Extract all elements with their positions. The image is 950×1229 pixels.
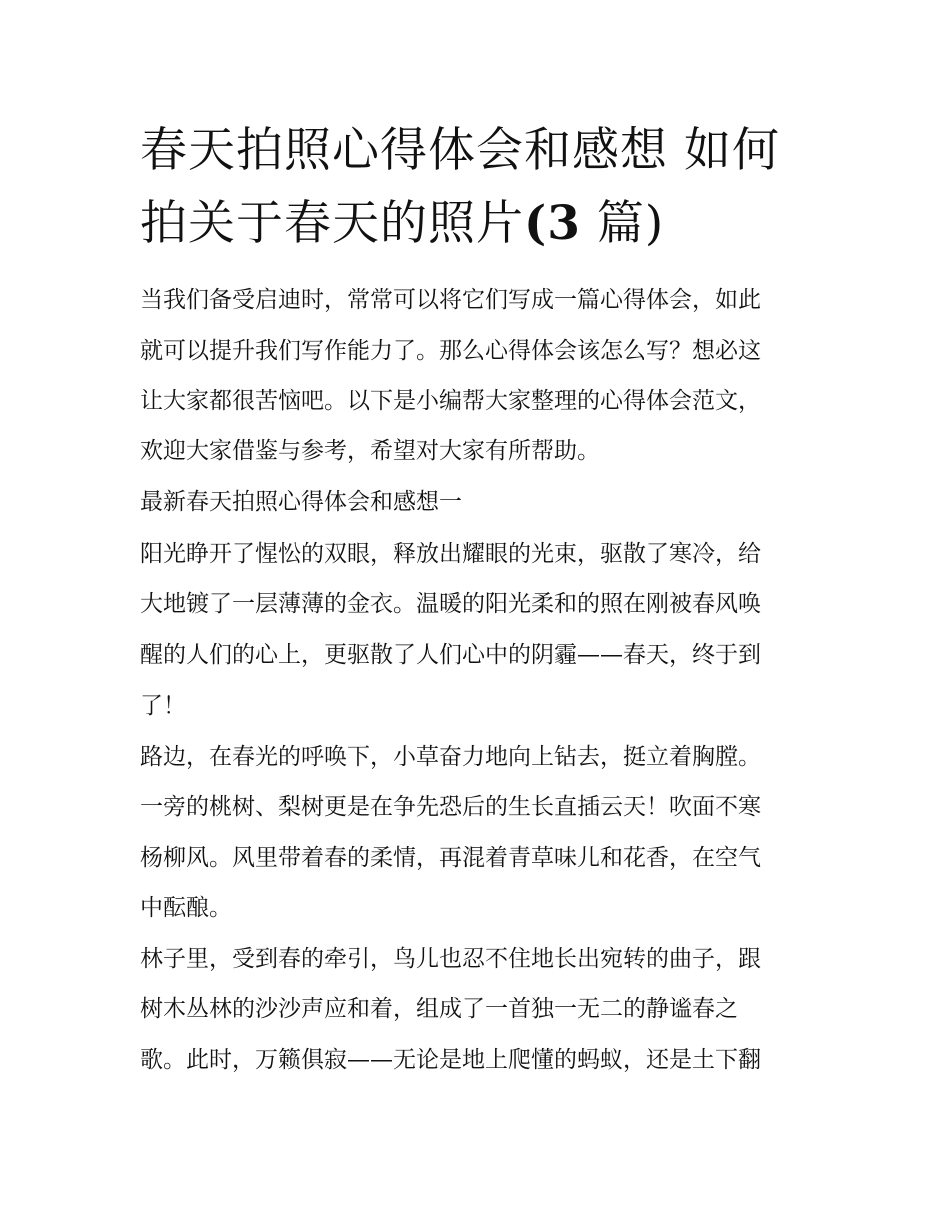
body-line-8: 醒的人们的心上，更驱散了人们心中的阴霾——春天，终于到 [140,642,761,668]
body-line-7: 大地镀了一层薄薄的金衣。温暖的阳光柔和的照在刚被春风唤 [140,591,761,617]
body-line-2: 就可以提升我们写作能力了。那么心得体会该怎么写？想必这 [140,338,761,364]
title-line-1: 春天拍照心得体会和感想 如何 [140,123,780,178]
body-line-13: 中酝酿。 [140,895,232,921]
title-line-2-suffix: 篇) [580,196,665,251]
body-line-15: 树木丛林的沙沙声应和着，组成了一首独一无二的静谧春之 [140,996,738,1022]
body-line-12: 杨柳风。风里带着春的柔情，再混着青草味儿和花香，在空气 [140,845,761,871]
title-line-2-text: 拍关于春天的照片 [140,196,524,251]
title-line-2-count: (3 [524,196,581,251]
body-line-16: 歌。此时，万籁俱寂——无论是地上爬懂的蚂蚁，还是土下翻 [140,1047,761,1073]
body-line-14: 林子里，受到春的牵引，鸟儿也忍不住地长出宛转的曲子，跟 [140,946,761,972]
body-line-9: 了！ [140,693,186,719]
body-line-6: 阳光睁开了惺忪的双眼，释放出耀眼的光束，驱散了寒冷，给 [140,541,761,567]
body-line-1: 当我们备受启迪时，常常可以将它们写成一篇心得体会，如此 [140,287,761,313]
body-line-10: 路边，在春光的呼唤下，小草奋力地向上钻去，挺立着胸膛。 [140,744,761,770]
document-title [140,114,820,260]
body-line-3: 让大家都很苦恼吧。以下是小编帮大家整理的心得体会范文， [140,388,761,414]
body-line-11: 一旁的桃树、梨树更是在争先恐后的生长直插云天！吹面不寒 [140,794,761,820]
section-heading: 最新春天拍照心得体会和感想一 [140,489,462,515]
body-line-4: 欢迎大家借鉴与参考，希望对大家有所帮助。 [140,438,600,464]
